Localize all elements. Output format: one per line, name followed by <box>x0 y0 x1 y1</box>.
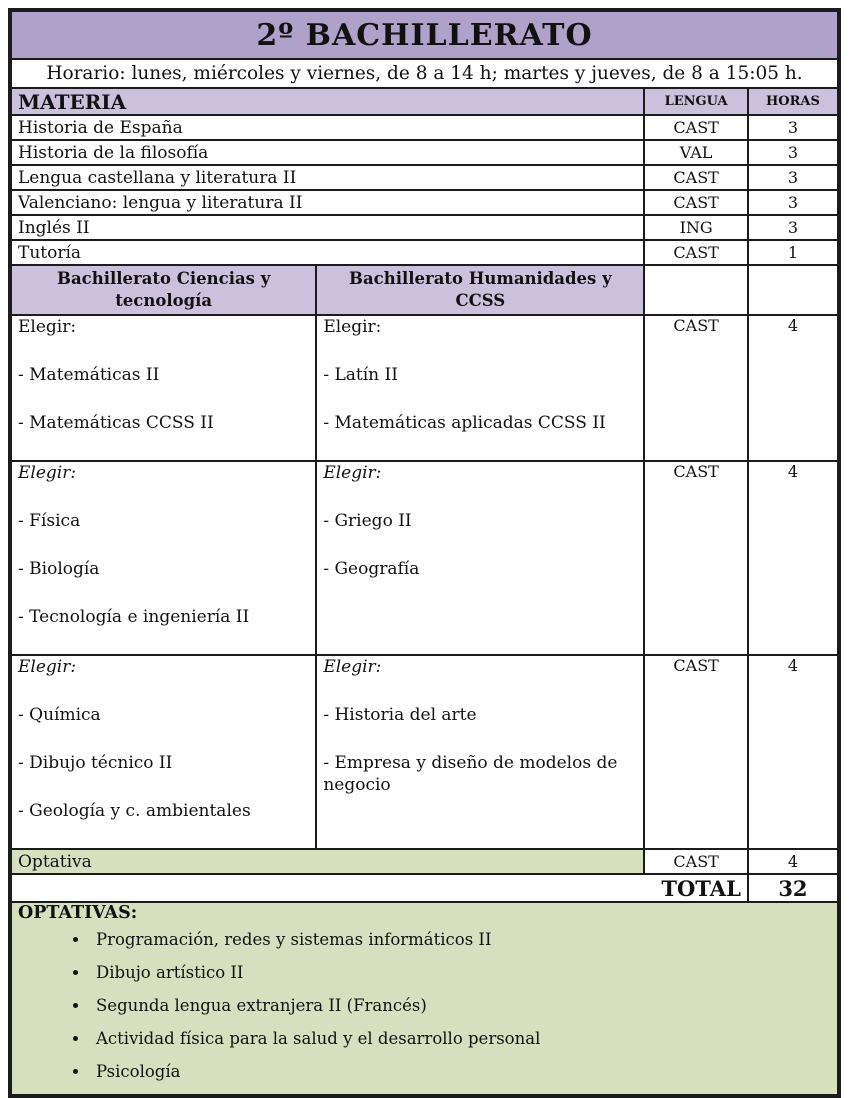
col-header-materia: MATERIA <box>10 88 644 115</box>
lengua-value: ING <box>644 215 747 240</box>
elective-line: Elegir: <box>323 317 382 337</box>
elective-line: - Física <box>18 511 81 531</box>
table-row <box>10 140 839 165</box>
optativa-row <box>10 849 839 874</box>
horas-value: 3 <box>748 115 839 140</box>
optativas-section <box>10 902 839 1096</box>
total-value: 32 <box>748 874 839 902</box>
optativas-item: • Programación, redes y sistemas informáticos II <box>90 929 831 951</box>
elective-line: Elegir: <box>18 463 77 483</box>
elective-cell-humanidades <box>316 655 644 849</box>
elective-cell-humanidades <box>316 461 644 655</box>
optativas-item: • Psicología <box>90 1061 831 1083</box>
horas-value: 4 <box>748 655 839 849</box>
subject-name: Optativa <box>10 849 644 874</box>
elective-line: Elegir: <box>18 657 77 677</box>
elective-cell-ciencias <box>10 315 316 461</box>
elective-line: Elegir: <box>323 657 382 677</box>
elective-row-2 <box>10 461 839 655</box>
elective-line: - Historia del arte <box>323 705 477 725</box>
subject-name: Valenciano: lengua y literatura II <box>10 190 644 215</box>
horas-value: 3 <box>748 190 839 215</box>
elective-cell-ciencias <box>10 655 316 849</box>
column-header-row <box>10 88 839 115</box>
elective-line: - Geología y c. ambientales <box>18 801 251 821</box>
elective-line: - Dibujo técnico II <box>18 753 173 773</box>
horas-value: 3 <box>748 140 839 165</box>
elective-line: - Biología <box>18 559 100 579</box>
optativas-item: • Segunda lengua extranjera II (Francés) <box>90 995 831 1017</box>
subject-name: Inglés II <box>10 215 644 240</box>
lengua-value: CAST <box>644 240 747 265</box>
lengua-value: CAST <box>644 461 747 655</box>
subject-name: Lengua castellana y literatura II <box>10 165 644 190</box>
total-label: TOTAL <box>10 874 748 902</box>
table-row <box>10 115 839 140</box>
horas-value: 3 <box>748 165 839 190</box>
empty-cell <box>644 265 747 315</box>
optativas-item: • Actividad física para la salud y el desarrollo personal <box>90 1028 831 1050</box>
elective-line: - Matemáticas CCSS II <box>18 413 214 433</box>
elective-cell-ciencias <box>10 461 316 655</box>
elective-line: - Matemáticas aplicadas CCSS II <box>323 413 606 433</box>
table-row <box>10 165 839 190</box>
schedule-note-row <box>10 59 839 88</box>
document-page <box>0 8 849 1081</box>
subject-name: Historia de la filosofía <box>10 140 644 165</box>
subject-name: Tutoría <box>10 240 644 265</box>
horas-value: 4 <box>748 461 839 655</box>
total-row <box>10 874 839 902</box>
empty-cell <box>748 265 839 315</box>
lengua-value: CAST <box>644 655 747 849</box>
elective-line: Elegir: <box>323 463 382 483</box>
subject-name: Historia de España <box>10 115 644 140</box>
col-header-lengua: LENGUA <box>644 88 747 115</box>
schedule-note: Horario: lunes, miércoles y viernes, de 8 a 14 h; martes y jueves, de 8 a 15:05 h. <box>10 59 839 88</box>
elective-row-3 <box>10 655 839 849</box>
table-row <box>10 190 839 215</box>
lengua-value: VAL <box>644 140 747 165</box>
horas-value: 4 <box>748 315 839 461</box>
elective-line: - Latín II <box>323 365 398 385</box>
optativas-list <box>18 929 831 1083</box>
table-row <box>10 240 839 265</box>
elective-line: - Geografía <box>323 559 420 579</box>
optativas-cell <box>10 902 839 1096</box>
lengua-value: CAST <box>644 115 747 140</box>
page-title: 2º BACHILLERATO <box>10 10 839 59</box>
horas-value: 1 <box>748 240 839 265</box>
horas-value: 3 <box>748 215 839 240</box>
track-header-humanidades: Bachillerato Humanidades y CCSS <box>316 265 644 315</box>
table-row <box>10 215 839 240</box>
col-header-horas: HORAS <box>748 88 839 115</box>
lengua-value: CAST <box>644 849 747 874</box>
elective-line: - Matemáticas II <box>18 365 160 385</box>
lengua-value: CAST <box>644 315 747 461</box>
elective-line: - Química <box>18 705 101 725</box>
elective-line: - Tecnología e ingeniería II <box>18 607 250 627</box>
lengua-value: CAST <box>644 165 747 190</box>
lengua-value: CAST <box>644 190 747 215</box>
elective-line: Elegir: <box>18 317 77 337</box>
optativas-item: • Dibujo artístico II <box>90 962 831 984</box>
horas-value: 4 <box>748 849 839 874</box>
title-row <box>10 10 839 59</box>
track-header-row <box>10 265 839 315</box>
track-header-ciencias: Bachillerato Ciencias y tecnología <box>10 265 316 315</box>
elective-row-1 <box>10 315 839 461</box>
schedule-table <box>8 8 841 1098</box>
elective-line: - Empresa y diseño de modelos de negocio <box>323 753 618 795</box>
optativas-heading: OPTATIVAS: <box>18 903 138 923</box>
elective-cell-humanidades <box>316 315 644 461</box>
elective-line: - Griego II <box>323 511 412 531</box>
